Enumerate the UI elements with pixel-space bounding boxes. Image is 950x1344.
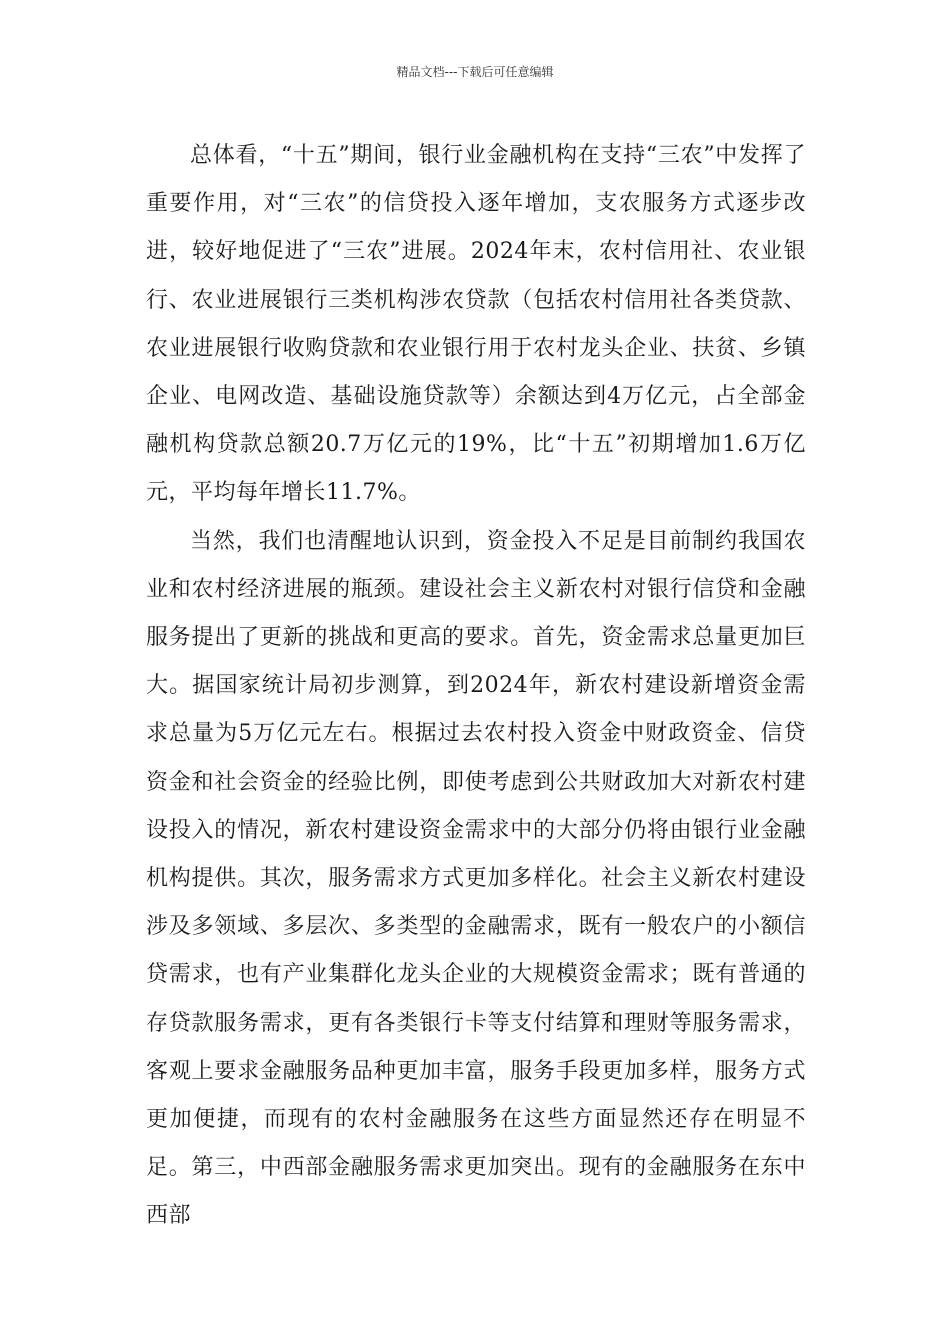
paragraph-2: 当然，我们也清醒地认识到，资金投入不足是目前制约我国农业和农村经济进展的瓶颈。建设社会主义新农村对银行信贷和金融服务提出了更新的挑战和更高的要求。首先，资金需求总量更加巨大。据国家统计局初步测算，到2024年，新农村建设新增资金需求总量为5万亿元左右。根据过去农村投入资金中财政资金、信贷资金和社会资金的经验比例，即使考虑到公共财政加大对新农村建设投入的情况，新农村建设资金需求中的大部分仍将由银行业金融机构提供。其次，服务需求方式更加多样化。社会主义新农村建设涉及多领域、多层次、多类型的金融需求，既有一般农户的小额信贷需求，也有产业集群化龙头企业的大规模资金需求；既有普通的存贷款服务需求，更有各类银行卡等支付结算和理财等服务需求，客观上要求金融服务品种更加丰富，服务手段更加多样，服务方式更加便捷，而现有的农村金融服务在这些方面显然还存在明显不足。第三，中西部金融服务需求更加突出。现有的金融服务在东中西部: [146, 528, 806, 1229]
paragraph-1: 总体看，“十五”期间，银行业金融机构在支持“三农”中发挥了重要作用，对“三农”的信贷投入逐年增加，支农服务方式逐步改进，较好地促进了“三农”进展。2024年末，农村信用社、农业银行、农业进展银行三类机构涉农贷款（包括农村信用社各类贷款、农业进展银行收购贷款和农业银行用于农村龙头企业、扶贫、乡镇企业、电网改造、基础设施贷款等）余额达到4万亿元，占全部金融机构贷款总额20.7万亿元的19%，比“十五”初期增加1.6万亿元，平均每年增长11.7%。: [146, 143, 806, 506]
page-header: 精品文档---下载后可任意编辑: [396, 65, 554, 79]
document-body: [146, 132, 806, 1241]
